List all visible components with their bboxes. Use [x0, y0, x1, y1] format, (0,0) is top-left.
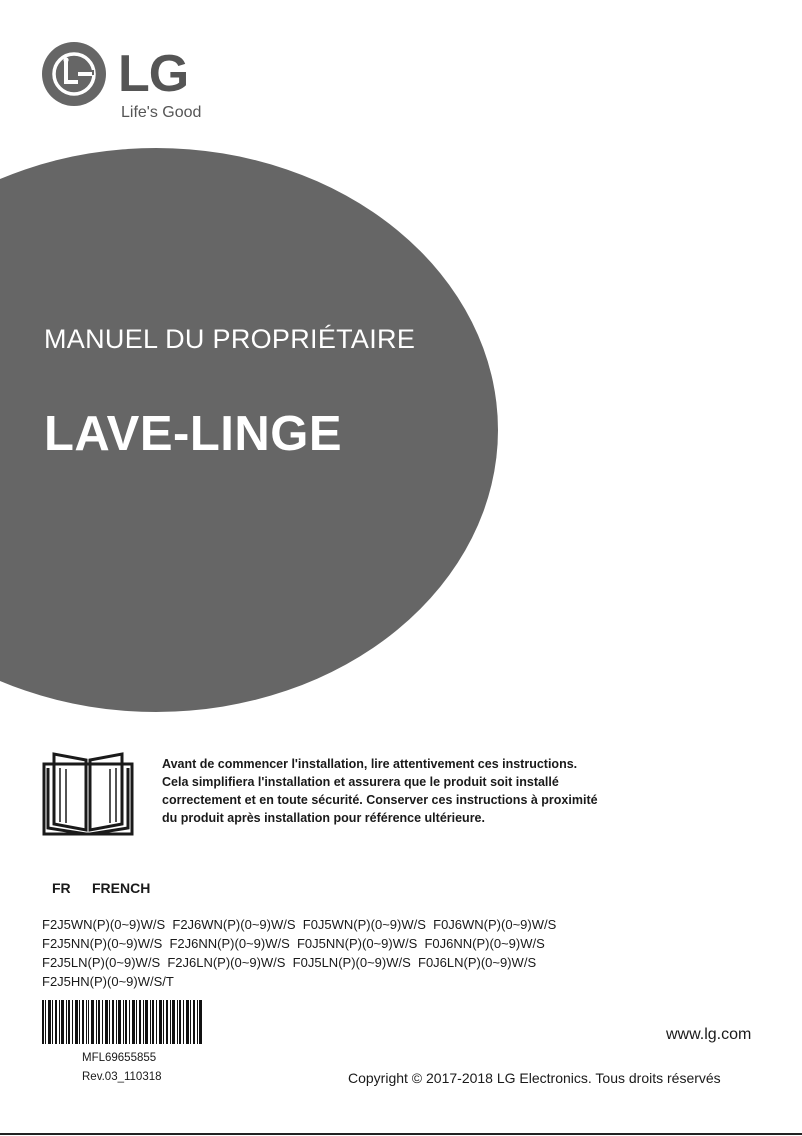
language-name: FRENCH — [92, 880, 151, 896]
notice-line: correctement et en toute sécurité. Conserver ces instructions à proximité — [162, 793, 598, 807]
model-line: F2J5WN(P)(0~9)W/S F2J6WN(P)(0~9)W/S F0J5WN(P)(0~9)W/S F0J6WN(P)(0~9)W/S — [42, 917, 557, 932]
notice-line: du produit après installation pour référence ultérieure. — [162, 811, 485, 825]
language-code: FR — [52, 880, 71, 896]
copyright-notice: Copyright © 2017-2018 LG Electronics. Tous droits réservés — [348, 1070, 721, 1086]
model-list — [42, 915, 556, 991]
website-link[interactable]: www.lg.com — [666, 1026, 752, 1043]
installation-notice — [162, 755, 682, 827]
footer-divider — [0, 1133, 802, 1135]
revision-number: Rev.03_110318 — [82, 1071, 162, 1083]
model-line: F2J5LN(P)(0~9)W/S F2J6LN(P)(0~9)W/S F0J5LN(P)(0~9)W/S F0J6LN(P)(0~9)W/S — [42, 955, 537, 970]
model-line: F2J5HN(P)(0~9)W/S/T — [42, 974, 174, 989]
brand-logo-text: LG — [118, 45, 189, 103]
part-number: MFL69655855 — [82, 1052, 157, 1064]
model-line: F2J5NN(P)(0~9)W/S F2J6NN(P)(0~9)W/S F0J5NN(P)(0~9)W/S F0J6NN(P)(0~9)W/S — [42, 936, 545, 951]
notice-line: Avant de commencer l'installation, lire attentivement ces instructions. — [162, 757, 578, 771]
manual-title: MANUEL DU PROPRIÉTAIRE — [44, 324, 416, 354]
notice-line: Cela simplifiera l'installation et assurera que le produit soit installé — [162, 775, 559, 789]
brand-tagline: Life's Good — [121, 104, 202, 121]
barcode-icon — [42, 1000, 202, 1044]
lg-logo-icon — [40, 40, 108, 108]
open-book-icon — [40, 744, 136, 838]
product-title: LAVE-LINGE — [44, 407, 343, 461]
